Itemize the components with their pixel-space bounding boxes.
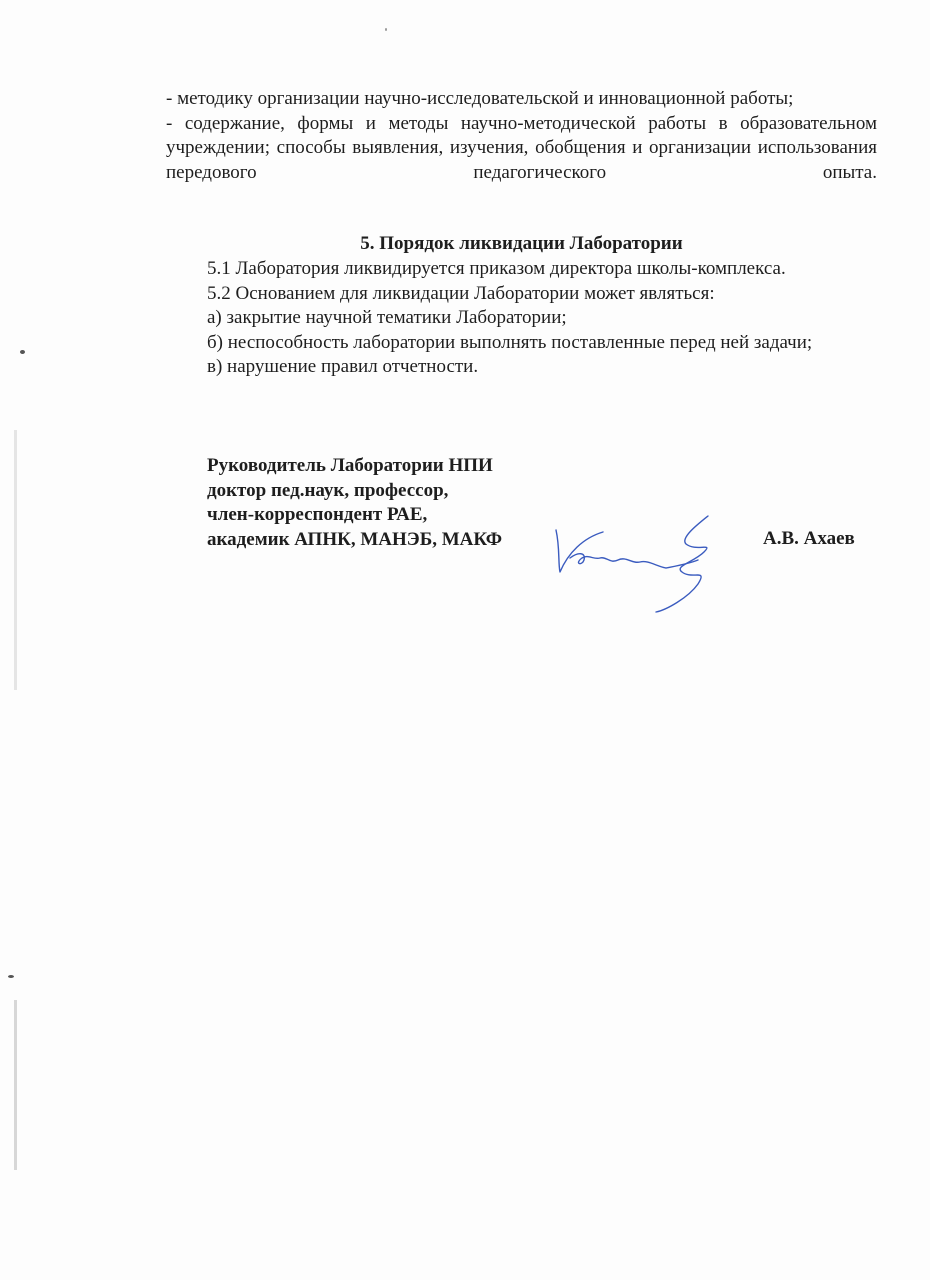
scan-edge-mark [14, 1000, 17, 1170]
scan-speck [20, 350, 25, 354]
signatory-name: А.В. Ахаев [763, 528, 855, 549]
scan-speck [8, 975, 14, 978]
section-paragraph: б) неспособность лаборатории выполнять поставленные перед ней задачи; [207, 331, 813, 353]
section-paragraph: 5.1 Лаборатория ликвидируется приказом директора школы-комплекса. [207, 258, 786, 279]
scan-speck [385, 28, 387, 31]
intro-item-research-methods: - методику организации научно-исследовательской и инновационной работы; [166, 88, 794, 109]
section-paragraph: в) нарушение правил отчетности. [207, 356, 479, 377]
section-body [166, 257, 877, 380]
scan-edge-mark [14, 430, 17, 690]
intro-item-methodical-work: - содержание, формы и методы научно-методической работы в образовательном учреждении; способы выявления, изучения, обобщения и организации использования передового педагогического опыта. [166, 112, 877, 183]
signature-block [207, 454, 502, 552]
signature-title-line: член-корреспондент РАЕ, [207, 504, 428, 525]
section-title: 5. Порядок ликвидации Лаборатории [360, 233, 683, 254]
handwritten-signature [548, 508, 723, 618]
signature-title-line: академик АПНК, МАНЭБ, МАКФ [207, 528, 503, 550]
signature-title-line: Руководитель Лаборатории НПИ [207, 455, 493, 476]
signature-title-line: доктор пед.наук, профессор, [207, 479, 449, 501]
section-paragraph: 5.2 Основанием для ликвидации Лаборатории может являться: [207, 282, 715, 304]
intro-list [166, 87, 877, 185]
section-paragraph: а) закрытие научной тематики Лаборатории; [207, 307, 567, 328]
